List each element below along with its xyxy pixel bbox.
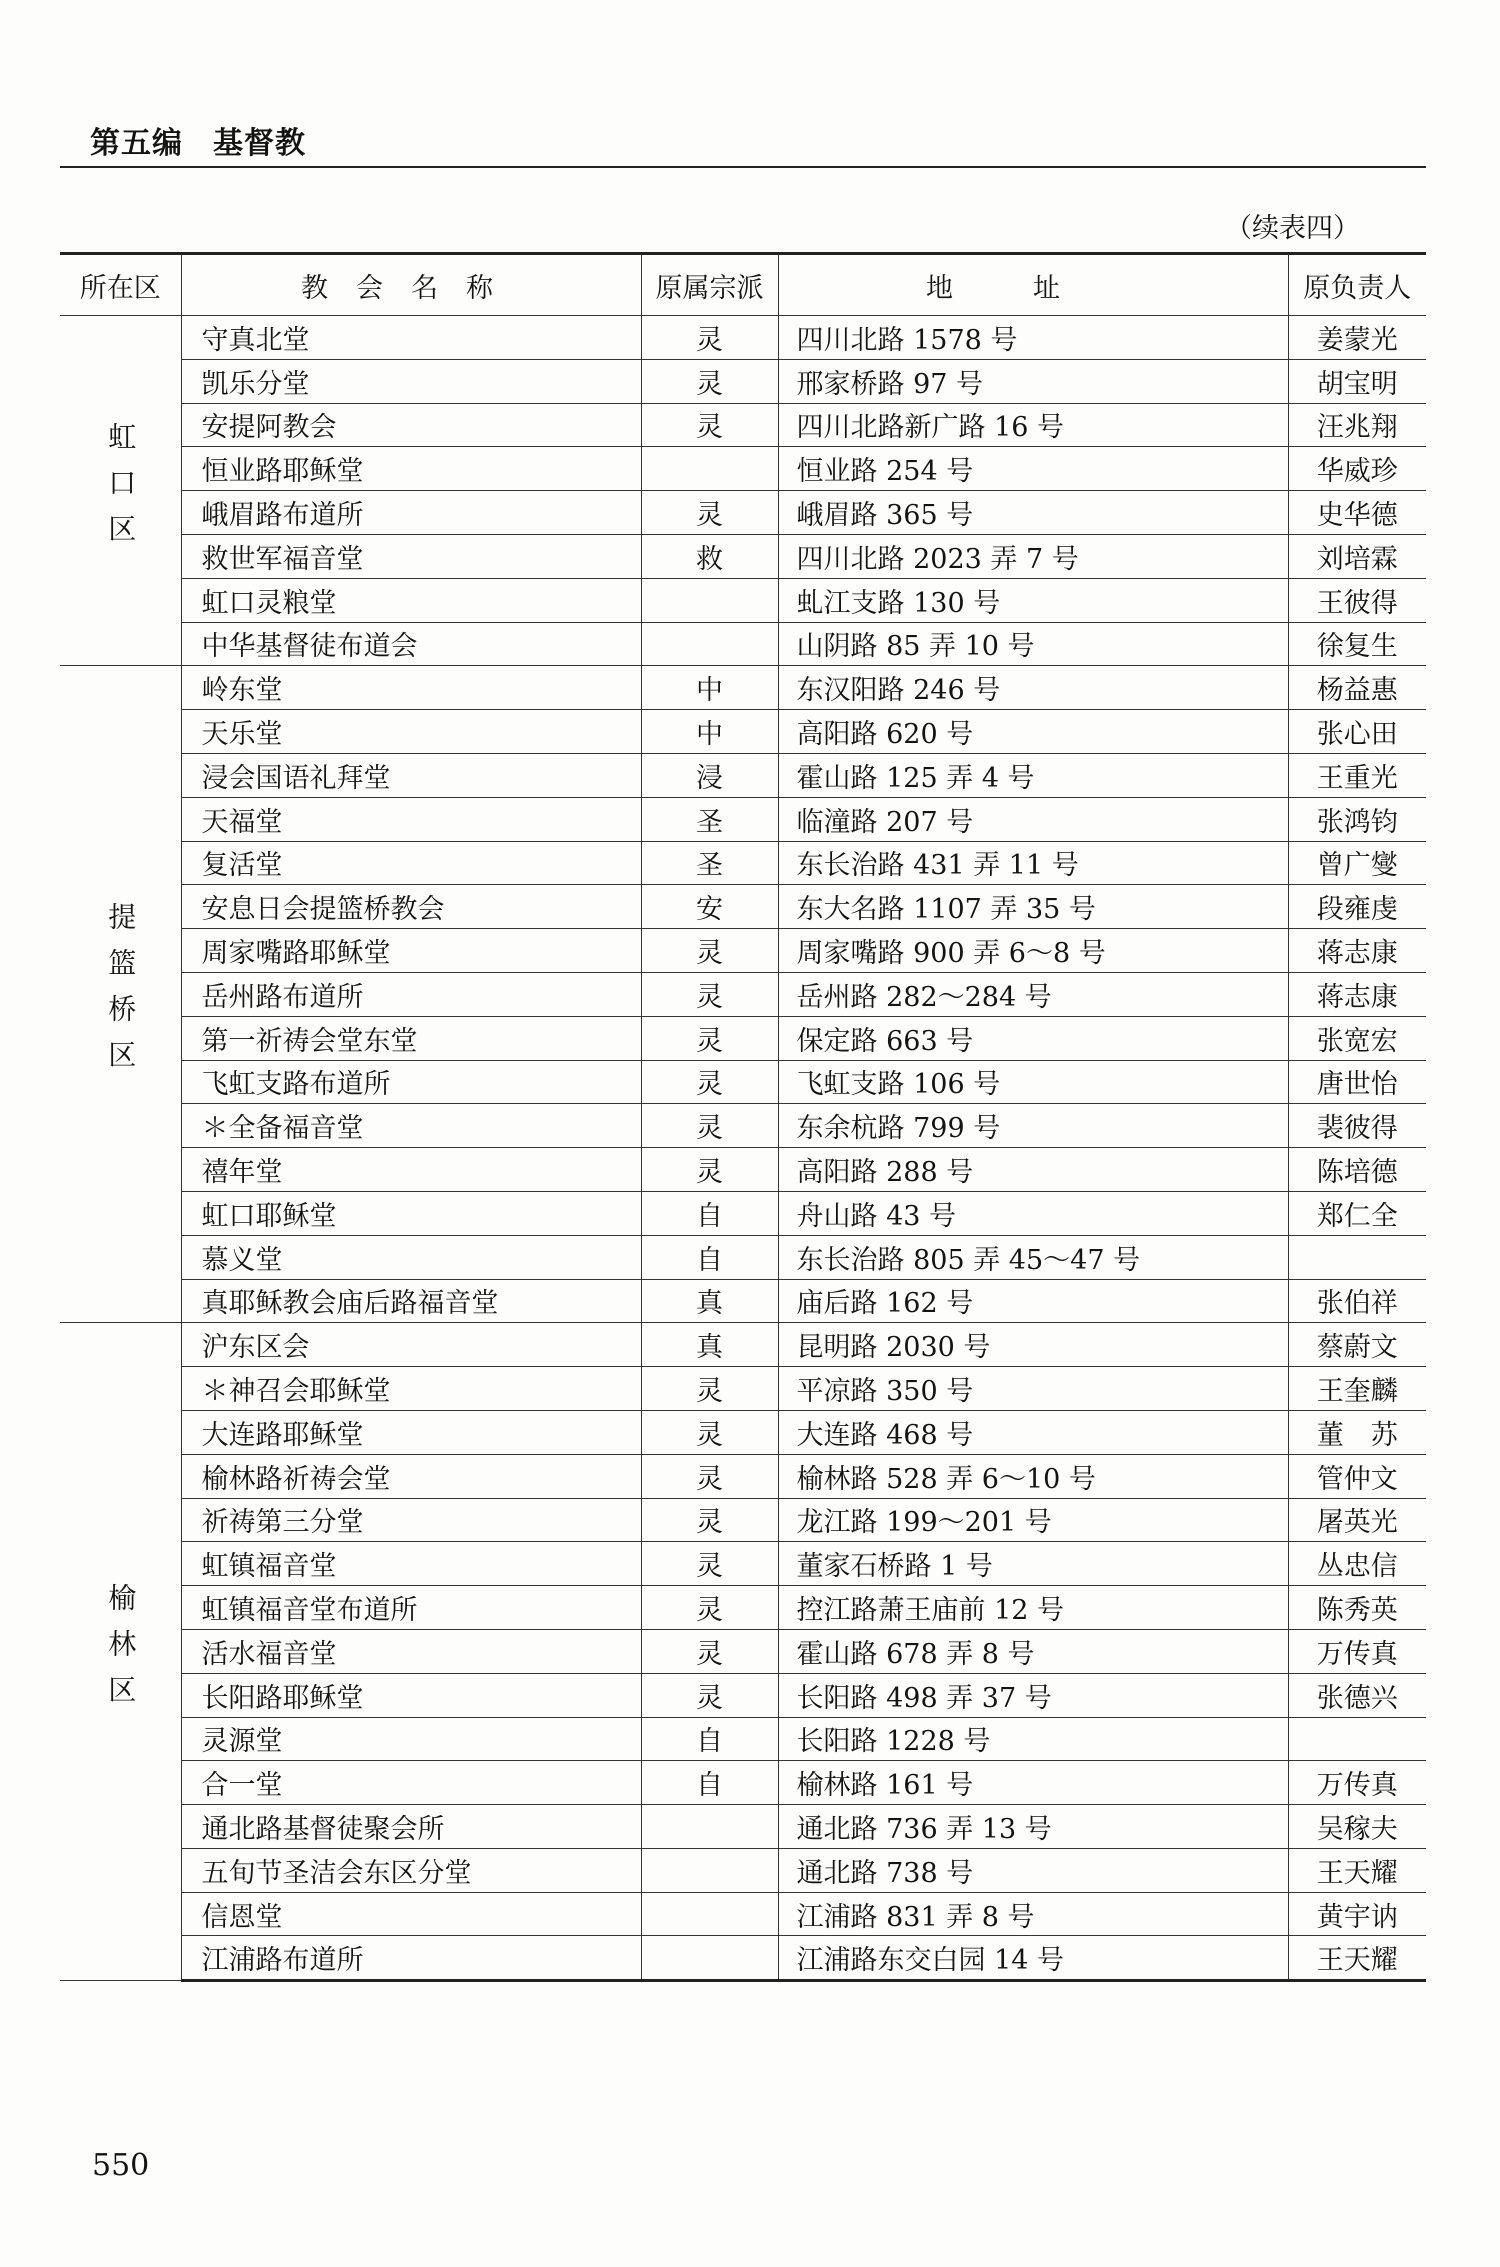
table-row	[60, 972, 1426, 1016]
table-row	[60, 710, 1426, 754]
denomination-cell: 灵	[641, 1104, 778, 1148]
church-name-cell: 恒业路耶稣堂	[181, 447, 641, 491]
table-row	[60, 316, 1426, 360]
person-cell: 屠英光	[1288, 1498, 1426, 1542]
denomination-cell	[641, 578, 778, 622]
table-row	[60, 1542, 1426, 1586]
person-cell: 丛忠信	[1288, 1542, 1426, 1586]
person-cell	[1288, 1717, 1426, 1761]
address-cell: 东汉阳路 246 号	[778, 666, 1288, 710]
denomination-cell: 灵	[641, 1586, 778, 1630]
table-body	[60, 316, 1426, 1981]
person-cell: 裴彼得	[1288, 1104, 1426, 1148]
person-cell: 董 苏	[1288, 1410, 1426, 1454]
person-cell: 张伯祥	[1288, 1279, 1426, 1323]
address-cell: 峨眉路 365 号	[778, 491, 1288, 535]
address-cell: 四川北路新广路 16 号	[778, 403, 1288, 447]
table-row	[60, 1104, 1426, 1148]
denomination-cell: 圣	[641, 797, 778, 841]
person-cell: 唐世怡	[1288, 1060, 1426, 1104]
table-row	[60, 534, 1426, 578]
table-row	[60, 1761, 1426, 1805]
person-cell: 王天耀	[1288, 1936, 1426, 1981]
header-rule	[60, 166, 1426, 168]
table-row	[60, 841, 1426, 885]
table-row	[60, 1848, 1426, 1892]
person-cell: 王重光	[1288, 753, 1426, 797]
page-number: 550	[92, 2148, 150, 2183]
person-cell: 王天耀	[1288, 1848, 1426, 1892]
church-name-cell: 禧年堂	[181, 1148, 641, 1192]
church-name-cell: 江浦路布道所	[181, 1936, 641, 1981]
church-name-cell: 虹镇福音堂	[181, 1542, 641, 1586]
table-row	[60, 1060, 1426, 1104]
address-cell: 江浦路 831 弄 8 号	[778, 1892, 1288, 1936]
table-row	[60, 1191, 1426, 1235]
table-row	[60, 1367, 1426, 1411]
address-cell: 东长治路 431 弄 11 号	[778, 841, 1288, 885]
address-cell: 岳州路 282～284 号	[778, 972, 1288, 1016]
table-row	[60, 1629, 1426, 1673]
table-row	[60, 666, 1426, 710]
person-cell: 黄宇讷	[1288, 1892, 1426, 1936]
denomination-cell: 灵	[641, 316, 778, 360]
person-cell: 曾广燮	[1288, 841, 1426, 885]
running-header	[90, 118, 306, 162]
person-cell: 蒋志康	[1288, 972, 1426, 1016]
person-cell: 段雍虔	[1288, 885, 1426, 929]
table-row	[60, 1586, 1426, 1630]
address-cell: 山阴路 85 弄 10 号	[778, 622, 1288, 666]
table-row	[60, 929, 1426, 973]
person-cell	[1288, 1235, 1426, 1279]
denomination-cell: 灵	[641, 1148, 778, 1192]
denomination-cell: 灵	[641, 1410, 778, 1454]
church-name-cell: 峨眉路布道所	[181, 491, 641, 535]
denomination-cell	[641, 1892, 778, 1936]
denomination-cell: 灵	[641, 972, 778, 1016]
person-cell: 蔡蔚文	[1288, 1323, 1426, 1367]
church-name-cell: 大连路耶稣堂	[181, 1410, 641, 1454]
table-row	[60, 359, 1426, 403]
header-church-name: 教会名称	[181, 254, 641, 316]
person-cell: 王彼得	[1288, 578, 1426, 622]
church-name-cell: ＊全备福音堂	[181, 1104, 641, 1148]
church-name-cell: 凯乐分堂	[181, 359, 641, 403]
church-name-cell: 天乐堂	[181, 710, 641, 754]
denomination-cell: 自	[641, 1191, 778, 1235]
address-cell: 江浦路东交白园 14 号	[778, 1936, 1288, 1981]
address-cell: 高阳路 288 号	[778, 1148, 1288, 1192]
table-row	[60, 403, 1426, 447]
header-denomination: 原属宗派	[641, 254, 778, 316]
address-cell: 通北路 736 弄 13 号	[778, 1805, 1288, 1849]
address-cell: 保定路 663 号	[778, 1016, 1288, 1060]
church-name-cell: 虹镇福音堂布道所	[181, 1586, 641, 1630]
person-cell: 汪兆翔	[1288, 403, 1426, 447]
address-cell: 高阳路 620 号	[778, 710, 1288, 754]
address-cell: 董家石桥路 1 号	[778, 1542, 1288, 1586]
table-row	[60, 447, 1426, 491]
table-row	[60, 1279, 1426, 1323]
address-cell: 舟山路 43 号	[778, 1191, 1288, 1235]
address-cell: 庙后路 162 号	[778, 1279, 1288, 1323]
table-row	[60, 885, 1426, 929]
denomination-cell: 自	[641, 1761, 778, 1805]
address-cell: 飞虹支路 106 号	[778, 1060, 1288, 1104]
church-name-cell: 通北路基督徒聚会所	[181, 1805, 641, 1849]
church-name-cell: 活水福音堂	[181, 1629, 641, 1673]
person-cell: 吴稼夫	[1288, 1805, 1426, 1849]
church-table	[60, 252, 1426, 1982]
table-row	[60, 1235, 1426, 1279]
person-cell: 张德兴	[1288, 1673, 1426, 1717]
denomination-cell: 安	[641, 885, 778, 929]
address-cell: 东长治路 805 弄 45～47 号	[778, 1235, 1288, 1279]
church-name-cell: 救世军福音堂	[181, 534, 641, 578]
table-row	[60, 1717, 1426, 1761]
denomination-cell: 灵	[641, 1542, 778, 1586]
address-cell: 虬江支路 130 号	[778, 578, 1288, 622]
table-row	[60, 1805, 1426, 1849]
person-cell: 张鸿钧	[1288, 797, 1426, 841]
denomination-cell: 灵	[641, 359, 778, 403]
address-cell: 大连路 468 号	[778, 1410, 1288, 1454]
church-name-cell: 岳州路布道所	[181, 972, 641, 1016]
denomination-cell: 灵	[641, 929, 778, 973]
table-row	[60, 1498, 1426, 1542]
denomination-cell: 自	[641, 1717, 778, 1761]
person-cell: 史华德	[1288, 491, 1426, 535]
address-cell: 周家嘴路 900 弄 6～8 号	[778, 929, 1288, 973]
address-cell: 长阳路 498 弄 37 号	[778, 1673, 1288, 1717]
table-row	[60, 1410, 1426, 1454]
person-cell: 胡宝明	[1288, 359, 1426, 403]
header-address: 地址	[778, 254, 1288, 316]
table-row	[60, 1936, 1426, 1981]
address-cell: 榆林路 528 弄 6～10 号	[778, 1454, 1288, 1498]
church-name-cell: 虹口灵粮堂	[181, 578, 641, 622]
church-name-cell: 灵源堂	[181, 1717, 641, 1761]
denomination-cell	[641, 447, 778, 491]
person-cell: 王奎麟	[1288, 1367, 1426, 1411]
church-name-cell: 慕义堂	[181, 1235, 641, 1279]
table-row	[60, 797, 1426, 841]
address-cell: 霍山路 678 弄 8 号	[778, 1629, 1288, 1673]
denomination-cell: 灵	[641, 1629, 778, 1673]
address-cell: 平凉路 350 号	[778, 1367, 1288, 1411]
address-cell: 昆明路 2030 号	[778, 1323, 1288, 1367]
address-cell: 邢家桥路 97 号	[778, 359, 1288, 403]
district-cell: 提篮桥区	[60, 666, 181, 1323]
address-cell: 龙江路 199～201 号	[778, 1498, 1288, 1542]
denomination-cell: 中	[641, 666, 778, 710]
church-name-cell: ＊神召会耶稣堂	[181, 1367, 641, 1411]
address-cell: 临潼路 207 号	[778, 797, 1288, 841]
table-row	[60, 1673, 1426, 1717]
address-cell: 东大名路 1107 弄 35 号	[778, 885, 1288, 929]
address-cell: 霍山路 125 弄 4 号	[778, 753, 1288, 797]
table-row	[60, 622, 1426, 666]
denomination-cell: 灵	[641, 1454, 778, 1498]
church-name-cell: 飞虹支路布道所	[181, 1060, 641, 1104]
address-cell: 东余杭路 799 号	[778, 1104, 1288, 1148]
denomination-cell	[641, 1848, 778, 1892]
table-row	[60, 1323, 1426, 1367]
header-person: 原负责人	[1288, 254, 1426, 316]
church-name-cell: 天福堂	[181, 797, 641, 841]
table-row	[60, 753, 1426, 797]
denomination-cell: 灵	[641, 403, 778, 447]
church-name-cell: 五旬节圣洁会东区分堂	[181, 1848, 641, 1892]
section-title: 基督教	[213, 126, 306, 161]
church-name-cell: 长阳路耶稣堂	[181, 1673, 641, 1717]
denomination-cell: 救	[641, 534, 778, 578]
table-row	[60, 1454, 1426, 1498]
church-name-cell: 浸会国语礼拜堂	[181, 753, 641, 797]
church-name-cell: 守真北堂	[181, 316, 641, 360]
address-cell: 四川北路 2023 弄 7 号	[778, 534, 1288, 578]
church-name-cell: 虹口耶稣堂	[181, 1191, 641, 1235]
person-cell: 姜蒙光	[1288, 316, 1426, 360]
person-cell: 刘培霖	[1288, 534, 1426, 578]
denomination-cell: 灵	[641, 1498, 778, 1542]
denomination-cell: 圣	[641, 841, 778, 885]
table-row	[60, 578, 1426, 622]
denomination-cell	[641, 622, 778, 666]
header-district: 所在区	[60, 254, 181, 316]
person-cell: 蒋志康	[1288, 929, 1426, 973]
denomination-cell: 真	[641, 1323, 778, 1367]
church-name-cell: 合一堂	[181, 1761, 641, 1805]
denomination-cell: 自	[641, 1235, 778, 1279]
person-cell: 陈秀英	[1288, 1586, 1426, 1630]
table-header-row	[60, 254, 1426, 316]
denomination-cell: 灵	[641, 491, 778, 535]
denomination-cell: 灵	[641, 1016, 778, 1060]
church-name-cell: 真耶稣教会庙后路福音堂	[181, 1279, 641, 1323]
church-name-cell: 沪东区会	[181, 1323, 641, 1367]
person-cell: 张宽宏	[1288, 1016, 1426, 1060]
denomination-cell: 浸	[641, 753, 778, 797]
address-cell: 通北路 738 号	[778, 1848, 1288, 1892]
person-cell: 管仲文	[1288, 1454, 1426, 1498]
denomination-cell: 中	[641, 710, 778, 754]
address-cell: 恒业路 254 号	[778, 447, 1288, 491]
church-name-cell: 周家嘴路耶稣堂	[181, 929, 641, 973]
person-cell: 杨益惠	[1288, 666, 1426, 710]
church-name-cell: 岭东堂	[181, 666, 641, 710]
district-cell: 榆林区	[60, 1323, 181, 1981]
church-name-cell: 信恩堂	[181, 1892, 641, 1936]
church-name-cell: 安息日会提篮桥教会	[181, 885, 641, 929]
table-row	[60, 1016, 1426, 1060]
district-cell: 虹口区	[60, 316, 181, 666]
address-cell: 控江路萧王庙前 12 号	[778, 1586, 1288, 1630]
table-row	[60, 1892, 1426, 1936]
table-row	[60, 491, 1426, 535]
address-cell: 榆林路 161 号	[778, 1761, 1288, 1805]
denomination-cell	[641, 1805, 778, 1849]
denomination-cell: 灵	[641, 1367, 778, 1411]
continued-label: （续表四）	[1225, 213, 1360, 244]
person-cell: 万传真	[1288, 1629, 1426, 1673]
church-name-cell: 安提阿教会	[181, 403, 641, 447]
section-label: 第五编	[90, 126, 183, 161]
denomination-cell: 灵	[641, 1673, 778, 1717]
person-cell: 张心田	[1288, 710, 1426, 754]
denomination-cell: 灵	[641, 1060, 778, 1104]
person-cell: 陈培德	[1288, 1148, 1426, 1192]
table-row	[60, 1148, 1426, 1192]
denomination-cell	[641, 1936, 778, 1981]
person-cell: 万传真	[1288, 1761, 1426, 1805]
person-cell: 郑仁全	[1288, 1191, 1426, 1235]
church-name-cell: 祈祷第三分堂	[181, 1498, 641, 1542]
church-name-cell: 中华基督徒布道会	[181, 622, 641, 666]
denomination-cell: 真	[641, 1279, 778, 1323]
address-cell: 四川北路 1578 号	[778, 316, 1288, 360]
church-name-cell: 第一祈祷会堂东堂	[181, 1016, 641, 1060]
address-cell: 长阳路 1228 号	[778, 1717, 1288, 1761]
person-cell: 徐复生	[1288, 622, 1426, 666]
church-name-cell: 榆林路祈祷会堂	[181, 1454, 641, 1498]
church-name-cell: 复活堂	[181, 841, 641, 885]
person-cell: 华威珍	[1288, 447, 1426, 491]
